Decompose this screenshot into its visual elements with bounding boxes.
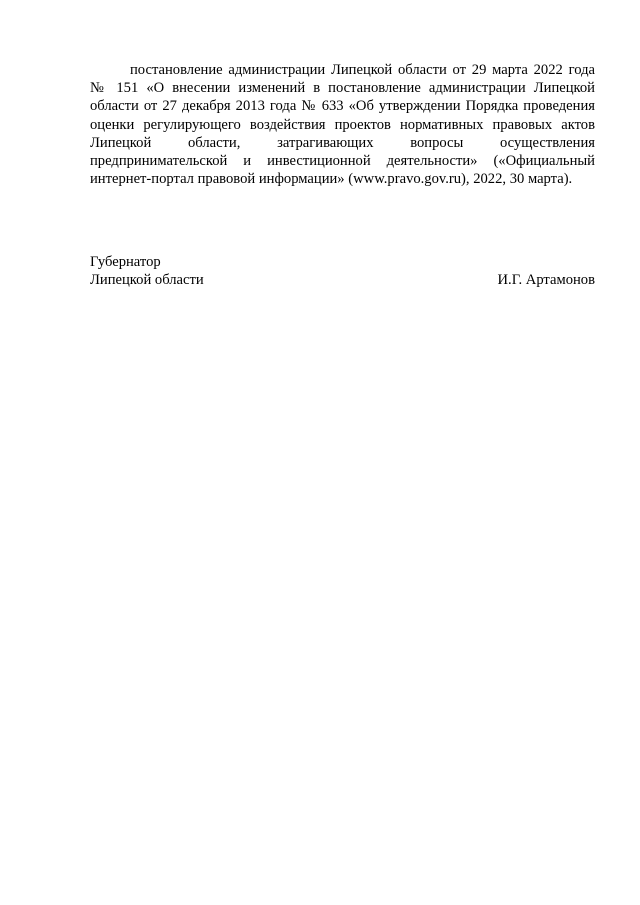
signature-block [90,253,595,289]
signature-position-line2 [90,271,595,289]
body-paragraph: постановление администрации Липецкой области от 29 марта 2022 года № 151 «О внесении изменений в постановление администрации Липецкой области от 27 декабря 2013 года № 633 «Об утверждении Порядка проведения оценки регулирующего воздействия проектов нормативных правовых актов Липецкой области, затрагивающих вопросы осуществления предпринимательской и инвестиционной деятельности» («Официальный интернет-портал правовой информации» (www.pravo.gov.ru), 2022, 30 марта). [90,62,595,188]
signature-name: И.Г. Артамонов [497,272,595,289]
signature-position-region: Липецкой области [90,272,204,289]
signature-position-title: Губернатор [90,254,161,270]
signature-position-line1 [90,253,595,271]
